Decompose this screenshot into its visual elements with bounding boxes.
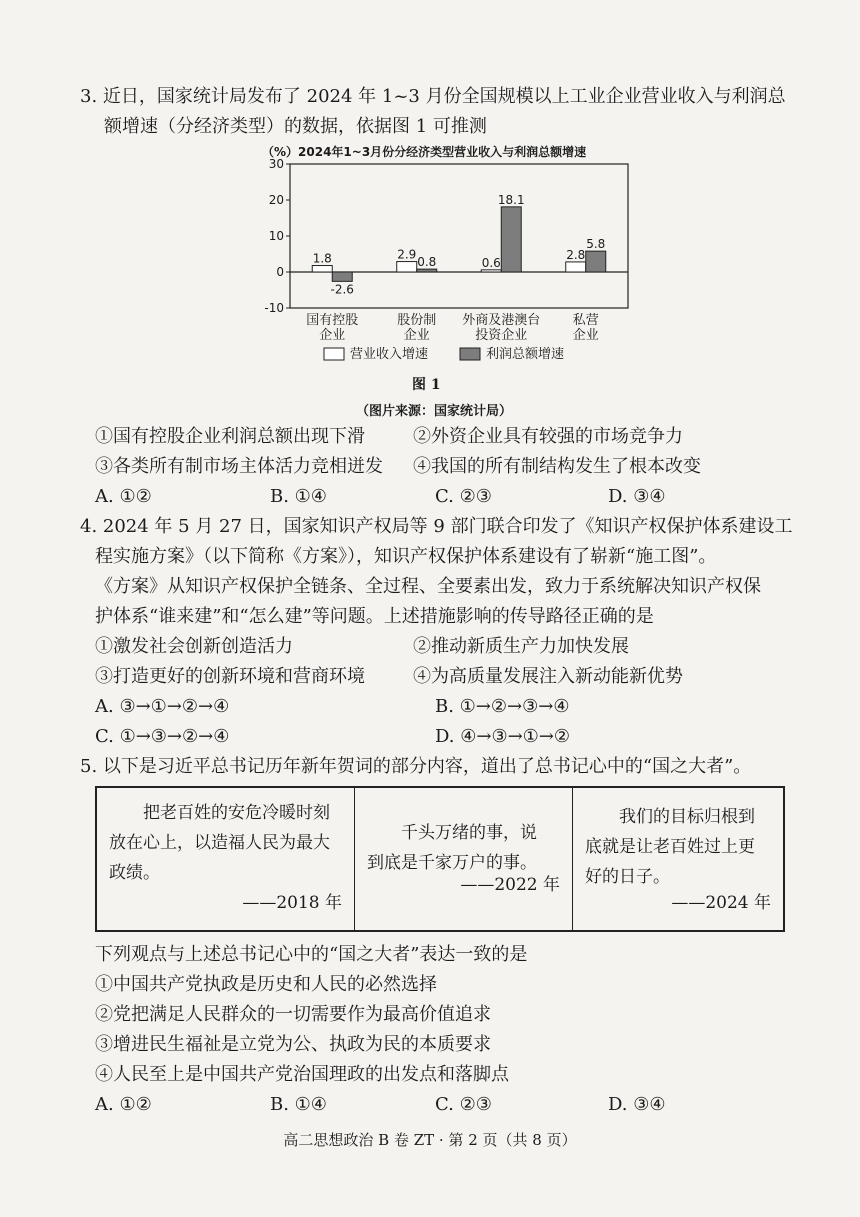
q5-option-3: ③增进民生福祉是立党为公、执政为民的本质要求 <box>95 1034 491 1055</box>
q4-option-2: ②推动新质生产力加快发展 <box>413 636 629 657</box>
q3-option-3: ③各类所有制市场主体活力竞相迸发 <box>95 456 383 477</box>
q4-answer-d: D. ④→③→①→② <box>435 726 571 747</box>
quote-table <box>95 786 785 932</box>
quote-2024-line3: 好的日子。 <box>585 867 670 887</box>
q5-option-1: ①中国共产党执政是历史和人民的必然选择 <box>95 974 437 995</box>
q3-answer-a: A. ①② <box>95 486 152 507</box>
bar-profit <box>332 272 352 281</box>
bar-value-label: -2.6 <box>330 282 354 297</box>
q4-stem-line3: 《方案》从知识产权保护全链条、全过程、全要素出发，致力于系统解决知识产权保 <box>95 576 761 597</box>
page-footer: 高二思想政治 B 卷 ZT · 第 2 页（共 8 页） <box>283 1131 577 1149</box>
x-category-label: 企业 <box>319 328 346 343</box>
q4-option-3: ③打造更好的创新环境和营商环境 <box>95 666 365 687</box>
q5-answer-c: C. ②③ <box>435 1094 492 1115</box>
q4-stem-line4: 护体系“谁来建”和“怎么建”等问题。上述措施影响的传导路径正确的是 <box>95 606 654 627</box>
q4-option-1: ①激发社会创新创造活力 <box>95 636 293 657</box>
y-tick-label: 10 <box>268 229 284 243</box>
quote-2022-line2: 到底是千家万户的事。 <box>367 853 537 873</box>
q5-answer-b: B. ①④ <box>270 1094 327 1115</box>
bar-value-label: 18.1 <box>497 192 525 207</box>
q5-option-2: ②党把满足人民群众的一切需要作为最高价值追求 <box>95 1004 491 1025</box>
quote-2024-line2: 底就是让老百姓过上更 <box>585 837 755 857</box>
x-category-label: 投资企业 <box>475 328 528 343</box>
bar-value-label: 5.8 <box>586 237 606 252</box>
q4-answer-b: B. ①→②→③→④ <box>435 696 570 717</box>
q3-stem-line2: 额增速（分经济类型）的数据，依据图 1 可推测 <box>104 116 487 137</box>
quote-cell-2022 <box>354 788 572 930</box>
bar-profit <box>586 251 606 272</box>
q4-answer-a: A. ③→①→②→④ <box>95 696 230 717</box>
q5-stem-line2: 下列观点与上述总书记心中的“国之大者”表达一致的是 <box>95 944 528 965</box>
y-tick-label: 20 <box>268 193 284 207</box>
x-category-label: 企业 <box>403 328 430 343</box>
q3-answer-b: B. ①④ <box>270 486 327 507</box>
q4-answer-c: C. ①→③→②→④ <box>95 726 230 747</box>
legend-label: 营业收入增速 <box>350 347 429 362</box>
bar-value-label: 0.6 <box>481 255 501 270</box>
quote-cell-2024 <box>572 788 783 930</box>
q3-option-4: ④我国的所有制结构发生了根本改变 <box>413 456 701 477</box>
bar-profit <box>501 207 521 272</box>
q3-stem-line1: 3. 近日，国家统计局发布了 2024 年 1~3 月份全国规模以上工业企业营业收入与利润总 <box>80 86 786 107</box>
x-category-label: 国有控股 <box>306 313 359 328</box>
quote-2024-year: ——2024 年 <box>671 893 771 913</box>
quote-2018-line1: 把老百姓的安危冷暖时刻 <box>109 803 330 823</box>
bar-revenue <box>481 270 501 272</box>
q3-option-2: ②外资企业具有较强的市场竞争力 <box>413 426 683 447</box>
bar-value-label: 2.8 <box>566 247 586 262</box>
bar-value-label: 0.8 <box>417 255 437 270</box>
quote-2022-year: ——2022 年 <box>460 875 560 895</box>
y-tick-label: 30 <box>268 157 284 171</box>
y-tick-label: -10 <box>264 301 284 315</box>
quote-2018-line3: 政绩。 <box>109 863 160 883</box>
quote-2018-year: ——2018 年 <box>242 893 342 913</box>
bar-revenue <box>312 266 332 272</box>
quote-cell-2018 <box>97 788 354 930</box>
legend-swatch <box>324 348 344 360</box>
q5-option-4: ④人民至上是中国共产党治国理政的出发点和落脚点 <box>95 1064 509 1085</box>
q4-stem-line2: 程实施方案》（以下简称《方案》），知识产权保护体系建设有了崭新“施工图”。 <box>95 546 717 567</box>
q5-answer-d: D. ③④ <box>608 1094 666 1115</box>
y-tick-label: 0 <box>276 265 284 279</box>
q3-answer-d: D. ③④ <box>608 486 666 507</box>
bar-value-label: 1.8 <box>312 251 332 266</box>
q4-option-4: ④为高质量发展注入新动能新优势 <box>413 666 683 687</box>
x-category-label: 股份制 <box>397 313 437 328</box>
q5-stem-line1: 5. 以下是习近平总书记历年新年贺词的部分内容，道出了总书记心中的“国之大者”。 <box>80 756 752 777</box>
bar-profit <box>417 269 437 272</box>
quote-2022-line1: 千头万绪的事，说 <box>367 823 537 843</box>
q3-option-1: ①国有控股企业利润总额出现下滑 <box>95 426 365 447</box>
figure-source: （图片来源：国家统计局） <box>356 404 513 419</box>
bar-revenue <box>397 262 417 272</box>
figure1-chart <box>256 140 636 390</box>
q4-stem-line1: 4. 2024 年 5 月 27 日，国家知识产权局等 9 部门联合印发了《知识产权保护体系建设工 <box>80 516 793 537</box>
legend-label: 利润总额增速 <box>486 347 565 362</box>
quote-2024-line1: 我们的目标归根到 <box>585 807 755 827</box>
bar-value-label: 2.9 <box>397 247 417 262</box>
figure-caption: 图 1 <box>412 377 441 393</box>
quote-2018-line2: 放在心上，以造福人民为最大 <box>109 833 330 853</box>
q3-answer-c: C. ②③ <box>435 486 492 507</box>
x-category-label: 企业 <box>572 328 599 343</box>
x-category-label: 私营 <box>572 313 599 328</box>
legend-swatch <box>460 348 480 360</box>
bar-revenue <box>566 262 586 272</box>
chart-title: （%）2024年1~3月份分经济类型营业收入与利润总额增速 <box>262 145 587 159</box>
q5-answer-a: A. ①② <box>95 1094 152 1115</box>
x-category-label: 外商及港澳台 <box>462 313 541 328</box>
